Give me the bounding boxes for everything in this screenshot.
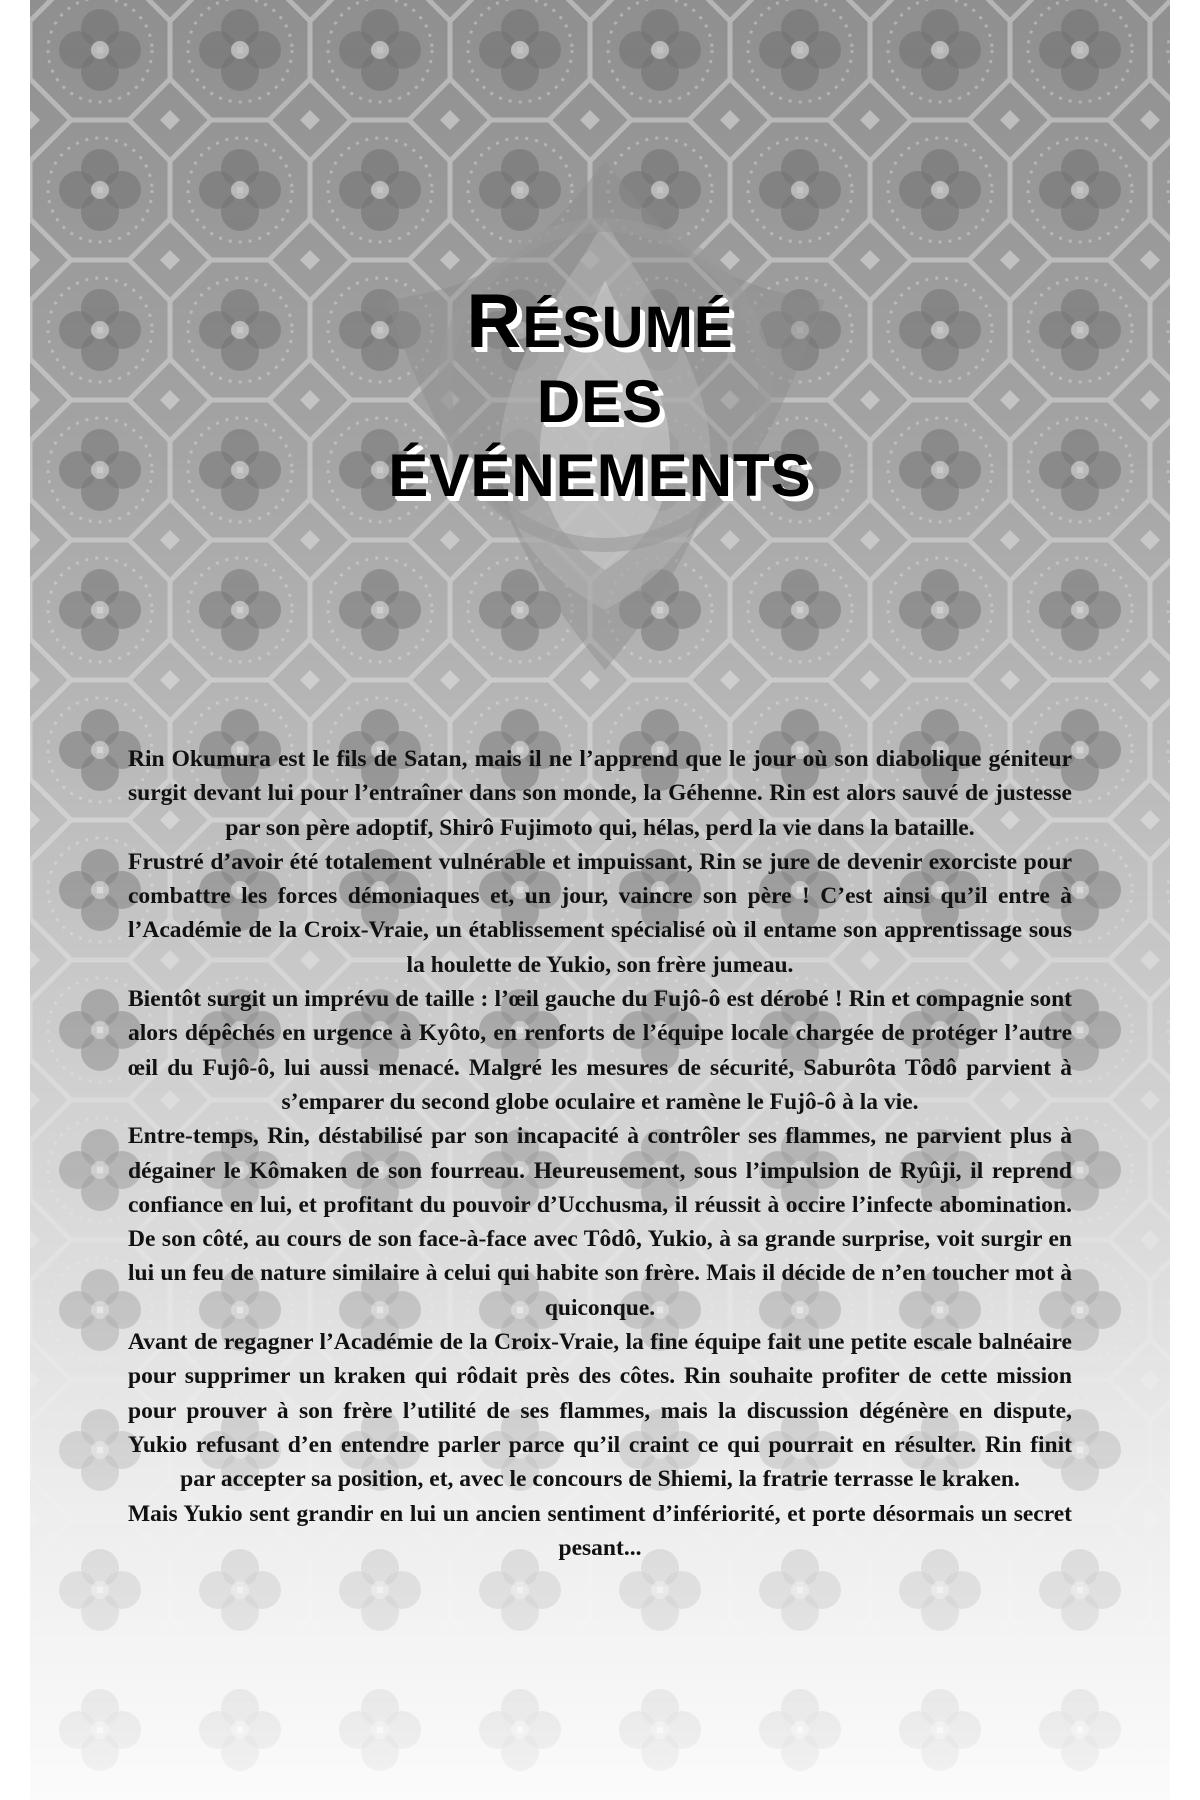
summary-paragraph: Bientôt surgit un imprévu de taille : l’œil gauche du Fujô-ô est dérobé ! Rin et compagnie sont alors dépêchés en urgence à Kyôto, en renforts de l’équipe locale chargée de protéger l’autre œil du Fujô-ô, lui aussi menacé. Malgré les mesures de sécurité, Saburôta Tôdô parvient à s’emparer du second globe oculaire et ramène le Fujô-ô à la vie. xyxy=(128,986,1072,1115)
summary-panel xyxy=(30,0,1170,1800)
summary-paragraph: Rin Okumura est le fils de Satan, mais il ne l’apprend que le jour où son diabolique géniteur surgit devant lui pour l’entraîner dans son monde, la Géhenne. Rin est alors sauvé de justesse par son père adoptif, Shirô Fujimoto qui, hélas, perd la vie dans la bataille. xyxy=(128,746,1072,841)
title-line-3: ÉVÉNEMENTS xyxy=(388,442,812,509)
title-line-2: DES xyxy=(536,368,664,435)
summary-paragraph: Entre-temps, Rin, déstabilisé par son incapacité à contrôler ses flammes, ne parvient plus à dégainer le Kômaken de son fourreau. Heureusement, sous l’impulsion de Ryûji, il reprend confiance en lui, et profitant du pouvoir d’Ucchusma, il réussit à occire l’infecte abomination. De son côté, au cours de son face-à-face avec Tôdô, Yukio, à sa grande surprise, voit surgir en lui un feu de nature similaire à celui qui habite son frère. Mais il décide de n’en toucher mot à quiconque. xyxy=(128,1123,1072,1321)
page-title xyxy=(30,279,1170,513)
title-initial: R xyxy=(466,279,523,364)
title-line-1-rest: ÉSUMÉ xyxy=(522,295,734,360)
summary-text xyxy=(128,742,1072,1565)
summary-paragraph: Avant de regagner l’Académie de la Croix-Vraie, la fine équipe fait une petite escale balnéaire pour supprimer un kraken qui rôdait près des côtes. Rin souhaite profiter de cette mission pour prouver à son frère l’utilité de ses flammes, mais la discussion dégénère en dispute, Yukio refusant d’en entendre parler parce qu’il craint ce qui pourrait en résulter. Rin finit par accepter sa position, et, avec le concours de Shiemi, la fratrie terrasse le kraken. xyxy=(128,1329,1072,1493)
summary-paragraph: Frustré d’avoir été totalement vulnérable et impuissant, Rin se jure de devenir exorciste pour combattre les forces démoniaques et, un jour, vaincre son père ! C’est ainsi qu’il entre à l’Académie de la Croix-Vraie, un établissement spécialisé où il entame son apprentissage sous la houlette de Yukio, son frère jumeau. xyxy=(128,848,1072,978)
title-line-1 xyxy=(30,279,1170,365)
summary-paragraph: Mais Yukio sent grandir en lui un ancien sentiment d’infériorité, et porte désormais un secret pesant... xyxy=(128,1500,1072,1561)
